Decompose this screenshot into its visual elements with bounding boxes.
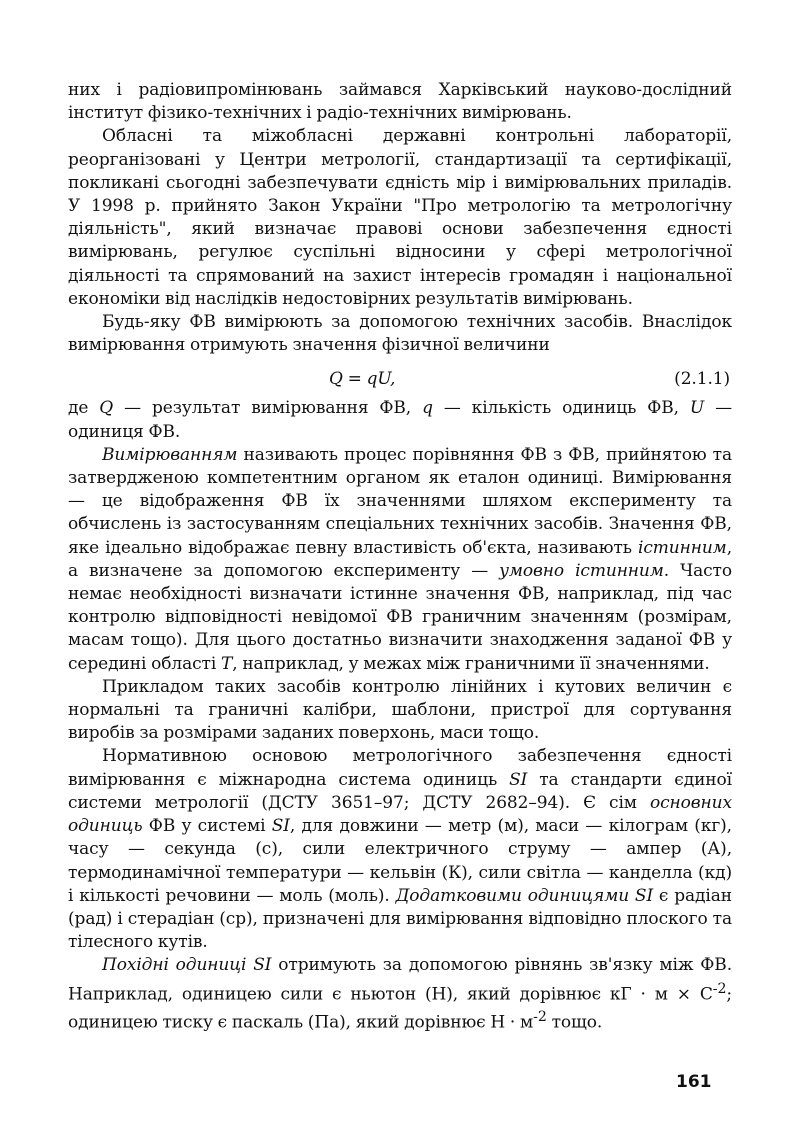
var-T: T [220, 653, 233, 674]
paragraph-3: Будь-яку ФВ вимірюють за допомогою технічних засобів. Внаслідок вимірювання отримують значення фізичної величини [68, 312, 732, 356]
paragraph-5 [68, 444, 732, 676]
paragraph-4 [68, 397, 732, 443]
term-derived-units: Похідні одиниці SI [102, 955, 272, 976]
term-true-value: істинним [638, 537, 727, 558]
text: є радіан (рад) і стерадіан (ср), призначені для вимірювання відповідно плоского та тілесного кутів. [68, 885, 732, 953]
term-base-units: основних одиниць [68, 792, 732, 837]
superscript: -2 [712, 980, 727, 997]
text: — одиниця ФВ. [68, 398, 732, 442]
term-si: SI [271, 816, 290, 837]
text: — результат вимірювання ФВ, [113, 398, 423, 419]
text: та стандарти єдиної системи метрології (ДСТУ 3651–97; ДСТУ 2682–94). Є сім [68, 769, 733, 813]
term-si: SI [509, 769, 528, 790]
formula-2-1-1 [68, 365, 732, 395]
var-Q: Q [99, 398, 114, 419]
paragraph-6: Прикладом таких засобів контролю лінійних і кутових величин є нормальні та граничні калібри, шаблони, пристрої для сортування виробів за розмірами заданих поверхонь, маси тощо. [68, 676, 732, 744]
formula-number: (2.1.1) [674, 369, 730, 390]
page-number: 161 [676, 1072, 712, 1092]
text: , а визначене за допомогою експерименту — [68, 537, 732, 581]
paragraph-2: Обласні та міжобласні державні контрольні лабораторії, реорганізовані у Центри метрології, стандартизації та сертифікації, покликані сьогодні забезпечувати єдність мір і вимірювальних приладів. У 1998 р. прийнято Закон України "Про метрологію та метрологічну діяльність", який визначає правові основи забезпечення єдності вимірювань, регулює суспільні відносини у сфері метрологічної діяльності та спрямований на захист інтересів громадян і національної економіки від наслідків недостовірних результатів вимірювань. [68, 126, 732, 309]
page-body [68, 79, 732, 1035]
text: тощо. [546, 1013, 603, 1034]
text: де [68, 398, 100, 419]
paragraph-8 [68, 954, 732, 1035]
paragraph-7 [68, 745, 732, 954]
text: — кількість одиниць ФВ, [432, 398, 690, 419]
var-q: q [422, 398, 433, 419]
term-measurement: Вимірюванням [102, 444, 238, 465]
text: ; одиницею тиску є паскаль (Па), який дорівнює Н · м [68, 984, 732, 1034]
text: Нормативною основою метрологічного забезпечення єдності вимірювання є міжнародна система одиниць [68, 746, 732, 790]
text: . Часто немає необхідності визначати істинне значення ФВ, наприклад, під час контролю відповідності невідомої ФВ граничним значенням (розмірам, масам тощо). Для цього достатньо визначити знаходження заданої ФВ у середині області [68, 560, 732, 674]
text: , наприклад, у межах між граничними її значеннями. [232, 653, 710, 674]
text: називають процес порівняння ФВ з ФВ, прийнятою та затвердженою компетентним органом як еталон одиниці. Вимірювання — це відображення ФВ їх значеннями шляхом експерименту та обчислень із застосуванням спеціальних технічних засобів. Значення ФВ, яке ідеально відображає певну властивість об'єкта, називають [68, 444, 732, 558]
paragraph-1: них і радіовипромінювань займався Харківський науково-дослідний інститут фізико-технічних і радіо-технічних вимірювань. [68, 80, 732, 124]
text: , для довжини — метр (м), маси — кілограм (кг), часу — секунда (с), сили електричного струму — ампер (А), термодинамічної температури — кельвін (К), сили світла — канделла (кд) і кількості речовини — моль (моль). [68, 816, 732, 906]
term-conventional-true-value: умовно істинним [499, 560, 664, 581]
text: отримують за допомогою рівнянь зв'язку між ФВ. Наприклад, одиницею сили є ньютон (Н), який дорівнює кГ · м × С [68, 955, 732, 1005]
var-U: U [689, 398, 705, 419]
term-supplementary-units: Додатковими одиницями SI [395, 885, 654, 906]
text: ФВ у системі [142, 816, 272, 837]
formula-expression: Q = qU, [329, 369, 396, 390]
superscript: -2 [533, 1009, 547, 1026]
